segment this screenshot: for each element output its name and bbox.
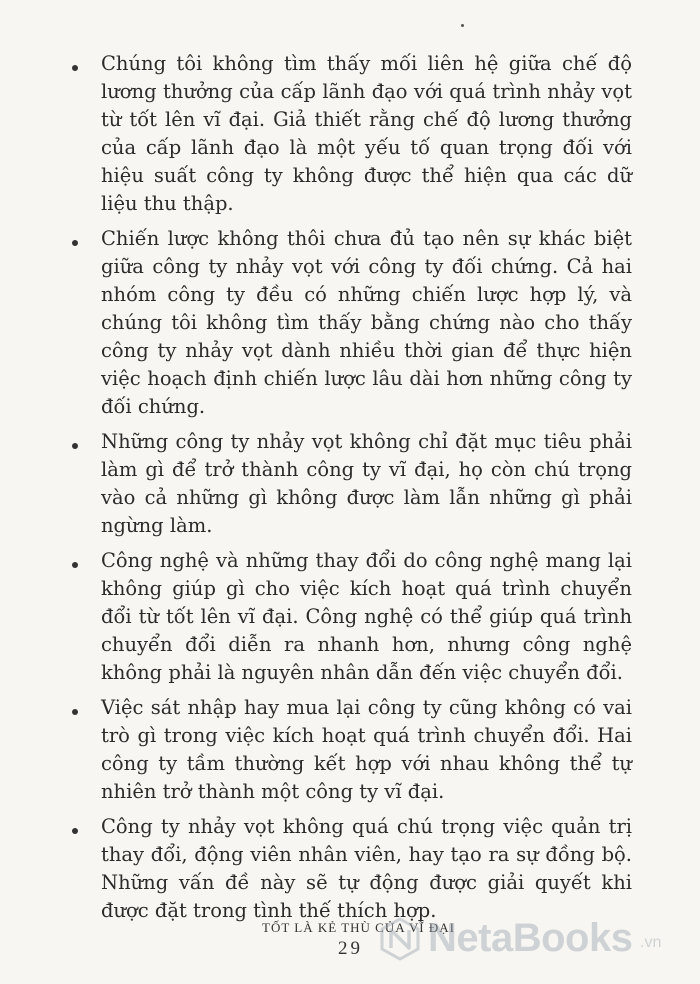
page-speck [461,24,464,27]
watermark-logo-icon [378,917,422,961]
watermark-suffix: .vn [640,934,662,951]
list-item [72,547,632,687]
bullet-icon [72,240,78,246]
paragraph-text: Công nghệ và những thay đổi do công nghệ mang lại không giúp gì cho việc kích hoạt quá trình chuyển đổi từ tốt lên vĩ đại. Công nghệ có thể giúp quá trình chuyển đổi diễn ra nhanh hơn, nhưng công nghệ không phải là nguyên nhân dẫn đến việc chuyển đổi. [101,549,632,684]
bullet-icon [72,828,78,834]
paragraph-text: Chiến lược không thôi chưa đủ tạo nên sự khác biệt giữa công ty nhảy vọt với công ty đối chứng. Cả hai nhóm công ty đều có những chiến lược hợp lý, và chúng tôi không tìm thấy bằng chứng nào cho thấy công ty nhảy vọt dành nhiều thời gian để thực hiện việc hoạch định chiến lược lâu dài hơn những công ty đối chứng. [101,227,632,418]
list-item [72,225,632,421]
bullet-icon [72,443,78,449]
paragraph-text: Chúng tôi không tìm thấy mối liên hệ giữa chế độ lương thưởng của cấp lãnh đạo với quá trình nhảy vọt từ tốt lên vĩ đại. Giả thiết rằng chế độ lương thưởng của cấp lãnh đạo là một yếu tố quan trọng đối với hiệu suất công ty không được thể hiện qua các dữ liệu thu thập. [101,52,632,215]
paragraph-text: Những công ty nhảy vọt không chỉ đặt mục tiêu phải làm gì để trở thành công ty vĩ đại, họ còn chú trọng vào cả những gì không được làm lẫn những gì phải ngừng làm. [101,430,632,537]
list-item [72,694,632,806]
watermark-brand: NetaBooks [428,916,633,960]
page-number: 29 [338,938,363,959]
list-item [72,428,632,540]
bullet-icon [72,562,78,568]
list-item [72,813,632,925]
list-item [72,50,632,218]
watermark [378,914,688,964]
bullet-icon [72,65,78,71]
bullet-list [72,50,632,932]
paragraph-text: Việc sát nhập hay mua lại công ty cũng không có vai trò gì trong việc kích hoạt quá trình chuyển đổi. Hai công ty tầm thường kết hợp với nhau không thể tự nhiên trở thành một công ty vĩ đại. [101,696,632,803]
bullet-icon [72,709,78,715]
paragraph-text: Công ty nhảy vọt không quá chú trọng việc quản trị thay đổi, động viên nhân viên, hay tạo ra sự đồng bộ. Những vấn đề này sẽ tự động được giải quyết khi được đặt trong tình thế thích hợp. [101,815,632,922]
running-title: TỐT LÀ KẺ THÙ CỦA VĨ ĐẠI [262,920,455,935]
